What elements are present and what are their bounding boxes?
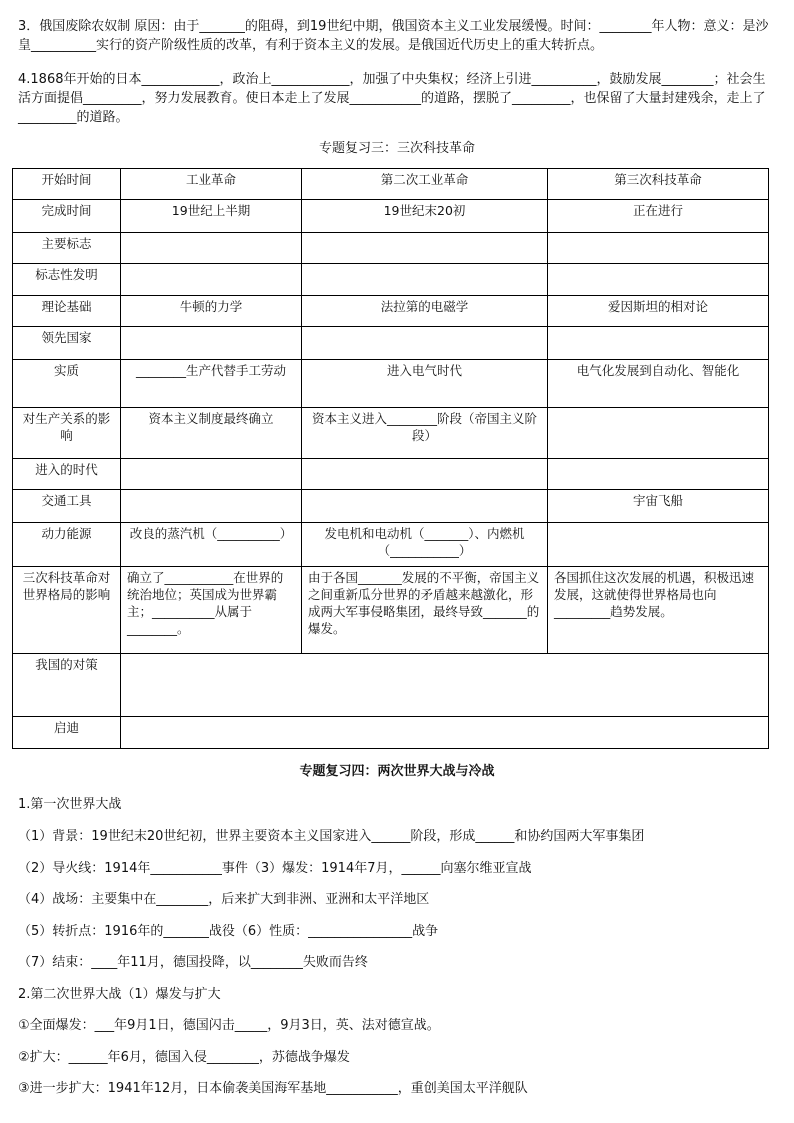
- table-cell: [302, 459, 548, 490]
- column-header: 第二次工业革命: [302, 169, 548, 200]
- paragraph-russia-reform: 3．俄国废除农奴制 原因：由于_______的阻碍，到19世纪中期，俄国资本主义工业发展缓慢。时间：________年人物：意义：是沙皇__________实行的资产阶级性质的改革，有利于资本主义的发展。是俄国近代历史上的重大转折点。: [18, 19, 769, 53]
- table-cell: ________生产代替手工劳动: [121, 360, 302, 408]
- table-row: [13, 169, 769, 200]
- note-line: （5）转折点：1916年的_______战役（6）性质：________________战争: [18, 924, 439, 939]
- table-cell: 爱因斯坦的相对论: [548, 296, 769, 327]
- table-row: [13, 523, 769, 567]
- table-cell: [548, 523, 769, 567]
- table-cell: [121, 490, 302, 523]
- table-row: [13, 717, 769, 749]
- table-cell: [548, 459, 769, 490]
- row-label: 实质: [13, 360, 121, 408]
- note-line: （1）背景：19世纪末20世纪初，世界主要资本主义国家进入______阶段，形成______和协约国两大军事集团: [18, 829, 645, 844]
- tech-revolution-table: [12, 168, 769, 749]
- row-label: 开始时间: [13, 169, 121, 200]
- note-line: ①全面爆发：___年9月1日，德国闪击_____，9月3日，英、法对德宣战。: [18, 1018, 440, 1033]
- row-label: 完成时间: [13, 200, 121, 233]
- table-row: [13, 264, 769, 296]
- table-cell: 发电机和电动机（_______）、内燃机（___________）: [302, 523, 548, 567]
- table-row: [13, 200, 769, 233]
- table-cell: 牛顿的力学: [121, 296, 302, 327]
- note-line: 2.第二次世界大战（1）爆发与扩大: [18, 987, 221, 1002]
- table-cell: 确立了___________在世界的统治地位；英国成为世界霸主；__________从属于________。: [121, 567, 302, 654]
- section-title-tech-revolutions: 专题复习三：三次科技革命: [318, 141, 475, 156]
- table-cell: 19世纪上半期: [121, 200, 302, 233]
- table-cell: [121, 717, 769, 749]
- table-cell: [121, 459, 302, 490]
- note-line: （7）结束：____年11月，德国投降，以________失败而告终: [18, 955, 368, 970]
- table-cell: 资本主义进入________阶段（帝国主义阶段）: [302, 408, 548, 459]
- table-cell: 19世纪末20初: [302, 200, 548, 233]
- table-cell: [302, 327, 548, 360]
- table-cell: 法拉第的电磁学: [302, 296, 548, 327]
- table-cell: [121, 654, 769, 717]
- table-cell: 进入电气时代: [302, 360, 548, 408]
- note-line: ③进一步扩大：1941年12月，日本偷袭美国海军基地___________，重创美国太平洋舰队: [18, 1081, 528, 1096]
- note-line: ②扩大：______年6月，德国入侵________，苏德战争爆发: [18, 1050, 350, 1065]
- row-label: 领先国家: [13, 327, 121, 360]
- table-cell: [548, 233, 769, 264]
- row-label: 理论基础: [13, 296, 121, 327]
- table-cell: [302, 264, 548, 296]
- note-line: （4）战场：主要集中在________，后来扩大到非洲、亚洲和太平洋地区: [18, 892, 430, 907]
- row-label: 对生产关系的影响: [13, 408, 121, 459]
- column-header: 工业革命: [121, 169, 302, 200]
- row-label: 启迪: [13, 717, 121, 749]
- table-cell: 改良的蒸汽机（__________）: [121, 523, 302, 567]
- row-label: 交通工具: [13, 490, 121, 523]
- table-row: [13, 490, 769, 523]
- table-row: [13, 233, 769, 264]
- table-row: [13, 360, 769, 408]
- table-row: [13, 408, 769, 459]
- row-label: 动力能源: [13, 523, 121, 567]
- table-cell: [302, 490, 548, 523]
- row-label: 主要标志: [13, 233, 121, 264]
- row-label: 标志性发明: [13, 264, 121, 296]
- column-header: 第三次科技革命: [548, 169, 769, 200]
- table-cell: 由于各国_______发展的不平衡，帝国主义之间重新瓜分世界的矛盾越来越激化，形成两大军事侵略集团，最终导致_______的爆发。: [302, 567, 548, 654]
- note-line: （2）导火线：1914年___________事件（3）爆发：1914年7月，______向塞尔维亚宣战: [18, 861, 532, 876]
- table-cell: [121, 264, 302, 296]
- table-cell: 电气化发展到自动化、智能化: [548, 360, 769, 408]
- paragraph-meiji-restoration: 4.1868年开始的日本____________，政治上____________，加强了中央集权；经济上引进__________，鼓励发展________；社会生活方面提倡_________，努力发展教育。使日本走上了发展___________的道路，摆脱了_________，也保留了大量封建残余，走上了_________的道路。: [18, 72, 766, 125]
- section-title-world-wars: 专题复习四：两次世界大战与冷战: [299, 764, 495, 779]
- table-cell: [548, 408, 769, 459]
- note-line: 1.第一次世界大战: [18, 797, 122, 812]
- table-cell: [548, 264, 769, 296]
- table-cell: 宇宙飞船: [548, 490, 769, 523]
- table-cell: [121, 327, 302, 360]
- table-cell: 各国抓住这次发展的机遇，积极迅速发展，这就使得世界格局也向_________趋势发展。: [548, 567, 769, 654]
- table-row: [13, 296, 769, 327]
- row-label: 三次科技革命对世界格局的影响: [13, 567, 121, 654]
- row-label: 我国的对策: [13, 654, 121, 717]
- table-cell: 正在进行: [548, 200, 769, 233]
- row-label: 进入的时代: [13, 459, 121, 490]
- table-cell: [121, 233, 302, 264]
- table-cell: 资本主义制度最终确立: [121, 408, 302, 459]
- table-cell: [548, 327, 769, 360]
- table-cell: [302, 233, 548, 264]
- table-row: [13, 654, 769, 717]
- table-row: [13, 327, 769, 360]
- table-row: [13, 567, 769, 654]
- table-row: [13, 459, 769, 490]
